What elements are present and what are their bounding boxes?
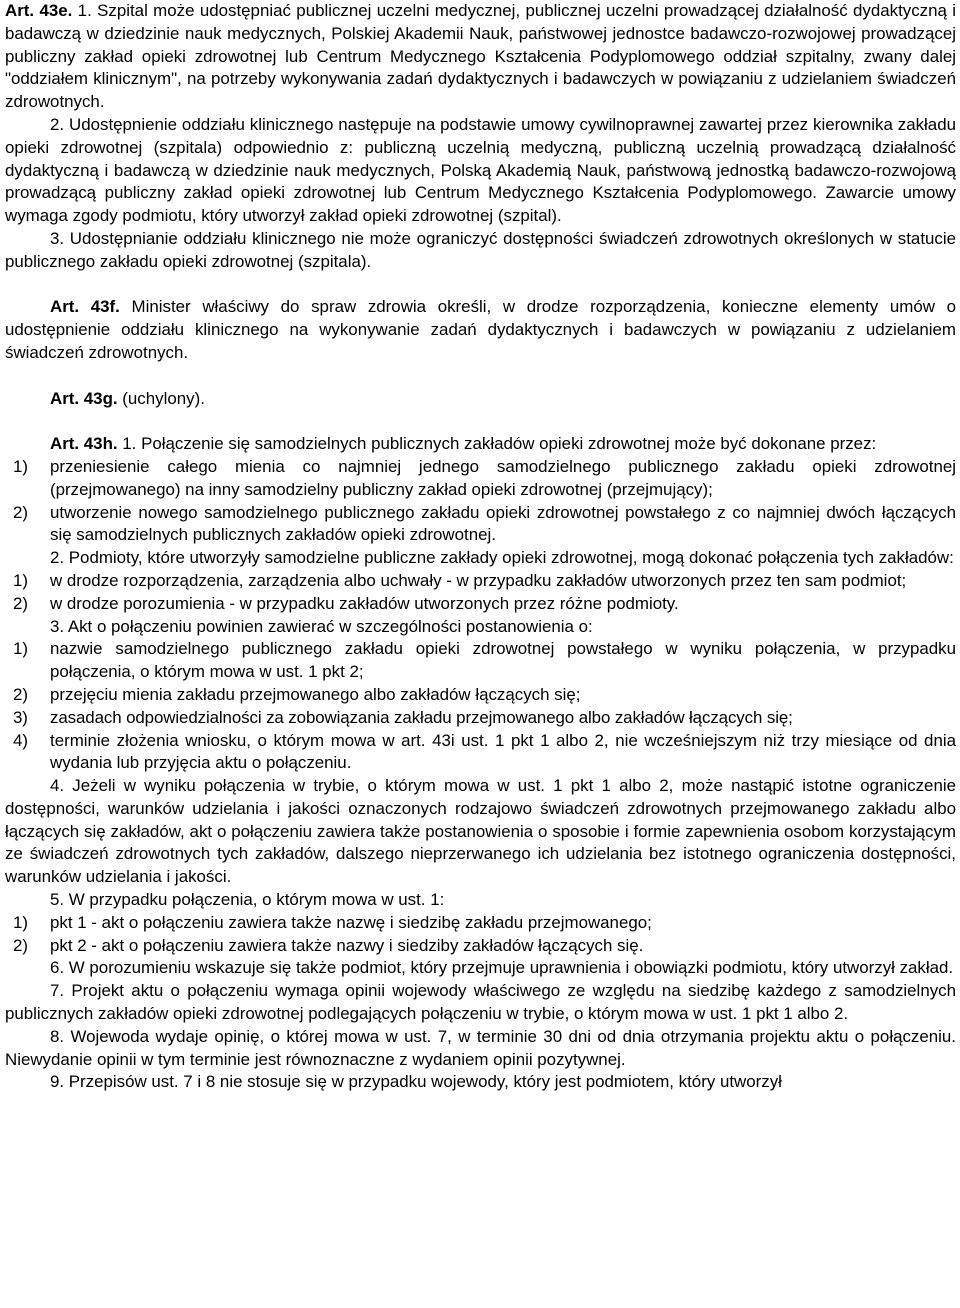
list-item-number: 1) — [13, 456, 29, 476]
list-item — [5, 570, 956, 593]
list-item — [5, 707, 956, 730]
document-page — [5, 0, 956, 1094]
list-item — [5, 935, 956, 958]
list-item-number: 1) — [13, 912, 29, 932]
art-43e-paragraph-3: 3. Udostępnianie oddziału klinicznego nie może ograniczyć dostępności świadczeń zdrowotnych określonych w statucie publicznego zakładu opieki zdrowotnej (szpitala). — [5, 228, 956, 271]
art-43h-paragraph-2: 2. Podmioty, które utworzyły samodzielne publiczne zakłady opieki zdrowotnej, mogą dokonać połączenia tych zakładów: — [50, 548, 954, 568]
art-43g-heading: Art. 43g. — [50, 388, 118, 408]
list-item — [5, 593, 956, 616]
art-43h-paragraph-3: 3. Akt o połączeniu powinien zawierać w szczególności postanowienia o: — [50, 616, 593, 636]
list-item-text: terminie złożenia wniosku, o którym mowa w art. 43i ust. 1 pkt 1 albo 2, nie wcześniejszym niż trzy miesiące od dnia wydania lub przyjęcia aktu o połączeniu. — [50, 730, 956, 773]
list-item-number: 1) — [13, 570, 29, 590]
spacer — [5, 274, 956, 297]
list-item-number: 1) — [13, 639, 29, 659]
list-item-text: w drodze porozumienia - w przypadku zakładów utworzonych przez różne podmioty. — [50, 593, 679, 613]
spacer — [5, 410, 956, 433]
art-43h-paragraph-5: 5. W przypadku połączenia, o którym mowa w ust. 1: — [50, 890, 445, 910]
list-item-text: w drodze rozporządzenia, zarządzenia albo uchwały - w przypadku zakładów utworzonych przez ten sam podmiot; — [50, 570, 907, 590]
art-43h-paragraph-8: 8. Wojewoda wydaje opinię, o której mowa w ust. 7, w terminie 30 dni od dnia otrzymania projektu aktu o połączeniu. Niewydanie opinii w tym terminie jest równoznaczne z wydaniem opinii pozytywnej. — [5, 1026, 956, 1069]
art-43f-text: Minister właściwy do spraw zdrowia określi, w drodze rozporządzenia, konieczne elementy umów o udostępnienie oddziału klinicznego na wykonywanie zadań dydaktycznych i badawczych w powiązaniu z udzielaniem świadczeń zdrowotnych. — [5, 297, 957, 362]
art-43h-heading: Art. 43h. — [50, 434, 118, 454]
list-item-text: przeniesienie całego mienia co najmniej jednego samodzielnego publicznego zakładu opieki zdrowotnej (przejmowanego) na inny samodzielny publiczny zakład opieki zdrowotnej (przejmujący); — [50, 456, 956, 499]
art-43f-heading: Art. 43f. — [50, 297, 120, 317]
list-item-number: 2) — [13, 684, 29, 704]
art-43e-heading: Art. 43e. — [5, 1, 73, 20]
art-43e-paragraph-2: 2. Udostępnienie oddziału klinicznego następuje na podstawie umowy cywilnoprawnej zawartej przez kierownika zakładu opieki zdrowotnej (szpitala) odpowiednio z: publiczną uczelnią medyczną, publiczną uczelnią prowadzącą działalność dydaktyczną i badawczą w dziedzinie nauk medycznych, Polską Akademią Nauk, państwową jednostką badawczo-rozwojową prowadzącą publiczny zakład opieki zdrowotnej lub Centrum Medycznego Kształcenia Podyplomowego. Zawarcie umowy wymaga zgody podmiotu, który utworzył zakład opieki zdrowotnej (szpital). — [5, 114, 956, 226]
list-item-text: utworzenie nowego samodzielnego publicznego zakładu opieki zdrowotnej powstałego z co najmniej dwóch łączących się samodzielnych publicznych zakładów opieki zdrowotnej. — [50, 502, 956, 545]
art-43e-text-1: 1. Szpital może udostępniać publicznej uczelni medycznej, publicznej uczelni prowadzącej działalność dydaktyczną i badawczą w dziedzinie nauk medycznych, Polskiej Akademii Nauk, państwowej jednostce badawczo-rozwojowej prowadzącej publiczny zakład opieki zdrowotnej lub Centrum Medycznego Kształcenia Podyplomowego oddział szpitalny, zwany dalej "oddziałem klinicznym", na potrzeby wykonywania zadań dydaktycznych i badawczych w powiązaniu z udzielaniem świadczeń zdrowotnych. — [5, 1, 957, 112]
art-43e-paragraph-1 — [5, 0, 956, 114]
art-43h-paragraph-4: 4. Jeżeli w wyniku połączenia w trybie, o którym mowa w ust. 1 pkt 1 albo 2, może nastąpić istotne ograniczenie dostępności, warunków udzielania i jakości oznaczonych rodzajowo świadczeń zdrowotnych przejmowanego zakładu albo łączących się zakładów, akt o połączeniu zawiera także postanowienia o sposobie i formie zapewnienia osobom korzystającym ze świadczeń zdrowotnych tych zakładów, dalszego nieprzerwanego ich udzielania bez istotnego ograniczenia dostępności, warunków udzielania i jakości. — [5, 776, 956, 887]
list-item-text: nazwie samodzielnego publicznego zakładu opieki zdrowotnej powstałego w wyniku połączenia, w przypadku połączenia, o którym mowa w ust. 1 pkt 2; — [50, 639, 956, 682]
list-item-text: zasadach odpowiedzialności za zobowiązania zakładu przejmowanego albo zakładów łączących się; — [50, 707, 793, 727]
art-43g-paragraph — [5, 388, 956, 411]
list-item — [5, 912, 956, 935]
art-43h-paragraph-1 — [5, 433, 956, 456]
art-43h-paragraph-6: 6. W porozumieniu wskazuje się także podmiot, który przejmuje uprawnienia i obowiązki podmiotu, który utworzył zakład. — [50, 958, 954, 978]
art-43h-paragraph-9: 9. Przepisów ust. 7 i 8 nie stosuje się w przypadku wojewody, który jest podmiotem, który utworzył — [50, 1072, 782, 1092]
list-item-number: 4) — [13, 730, 29, 750]
list-item-text: pkt 2 - akt o połączeniu zawiera także nazwy i siedziby zakładów łączących się. — [50, 935, 644, 955]
art-43h-paragraph-7: 7. Projekt aktu o połączeniu wymaga opinii wojewody właściwego ze względu na siedzibę każdego z samodzielnych publicznych zakładów opieki zdrowotnej podlegających połączeniu w trybie, o którym mowa w ust. 1 pkt 1 albo 2. — [5, 981, 956, 1024]
list-item — [5, 684, 956, 707]
art-43f-paragraph — [5, 296, 956, 364]
list-item-number: 2) — [13, 935, 29, 955]
list-item — [5, 456, 956, 502]
list-item-number: 2) — [13, 502, 29, 522]
list-item-number: 3) — [13, 707, 28, 727]
list-item-text: pkt 1 - akt o połączeniu zawiera także nazwę i siedzibę zakładu przejmowanego; — [50, 912, 652, 932]
spacer — [5, 365, 956, 388]
list-item — [5, 638, 956, 684]
art-43h-text-1: 1. Połączenie się samodzielnych publicznych zakładów opieki zdrowotnej może być dokonane przez: — [117, 434, 877, 454]
list-item — [5, 730, 956, 776]
list-item-number: 2) — [13, 593, 29, 613]
list-item-text: przejęciu mienia zakładu przejmowanego albo zakładów łączących się; — [50, 684, 581, 704]
list-item — [5, 502, 956, 548]
art-43g-text: (uchylony). — [117, 388, 205, 408]
